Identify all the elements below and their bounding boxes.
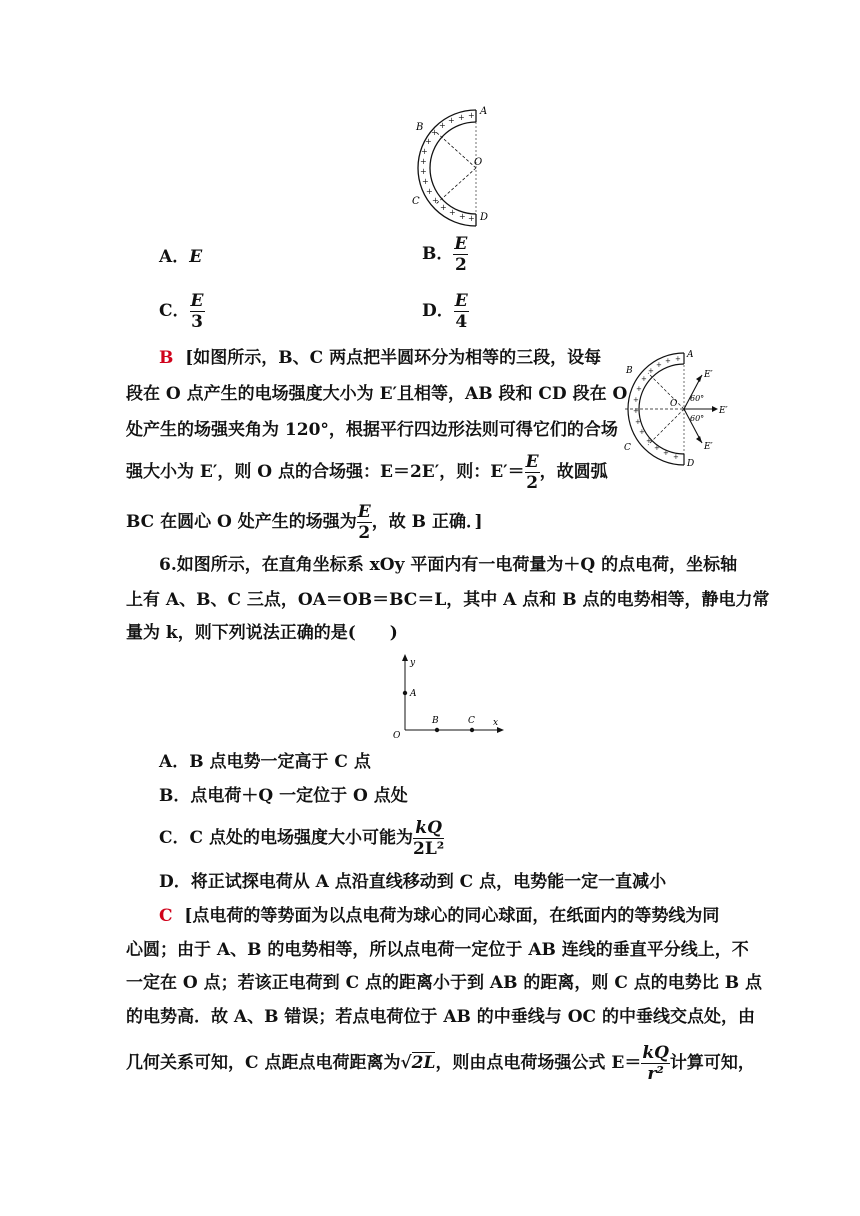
svg-text:+: + <box>656 361 662 369</box>
coordinate-figure <box>388 650 508 742</box>
q6-option-d: D．将正试探电荷从 A 点沿直线移动到 C 点，电势能一定一直减小 <box>159 872 667 892</box>
fig2-label-D: D <box>687 459 695 469</box>
svg-text:+: + <box>440 203 447 212</box>
q6-explanation-line2: 心圆；由于 A、B 的电势相等，所以点电荷一定位于 AB 连线的垂直平分线上，不 <box>126 940 749 960</box>
q6-explanation-line4: 的电势高．故 A、B 错误；若点电荷位于 AB 的中垂线与 OC 的中垂线交点处，由 <box>126 1007 755 1027</box>
svg-text:+: + <box>654 444 660 452</box>
svg-text:+: + <box>636 385 642 393</box>
ring-figure <box>400 100 500 230</box>
svg-text:+: + <box>425 137 432 146</box>
svg-text:+: + <box>665 357 671 365</box>
svg-text:+: + <box>639 428 645 436</box>
fig2-label-A: A <box>687 350 694 360</box>
label-A: A <box>480 106 488 117</box>
svg-text:+: + <box>635 418 641 426</box>
fig2-angle-1: 60° <box>690 394 705 403</box>
ring-field-figure <box>620 345 740 470</box>
label-D: D <box>480 212 489 223</box>
q5-explanation-line2: 段在 O 点产生的电场强度大小为 E′且相等，AB 段和 CD 段在 O <box>126 384 628 404</box>
fig2-angle-2: 60° <box>690 414 705 423</box>
q5-answer: B <box>159 348 174 368</box>
option-c: C． $\frac{E}{3}$ <box>159 291 204 332</box>
fig2-label-C: C <box>624 443 631 453</box>
svg-text:+: + <box>641 375 647 383</box>
q6-option-a: A．B 点电势一定高于 C 点 <box>159 752 371 772</box>
q6-option-c: C．C 点处的电场强度大小可能为 $\frac{kQ}{\text{2L²}}$ <box>159 818 445 859</box>
option-d: D． $\frac{E}{4}$ <box>422 291 468 332</box>
svg-text:+: + <box>468 111 475 120</box>
fig2-label-E3: E′ <box>704 442 713 452</box>
q6-explanation-line3: 一定在 O 点；若该正电荷到 C 点的距离小于到 AB 的距离，则 C 点的电势比 B 点 <box>126 973 762 993</box>
label-C: C <box>412 196 420 207</box>
svg-text:+: + <box>459 212 466 221</box>
q6-explanation-line5: 几何关系可知，C 点距点电荷距离为√2L，则由点电荷场强公式 E＝ $\frac{kQ}{\text{r²}}$ 计算可知， <box>126 1043 755 1084</box>
svg-text:+: + <box>449 208 456 217</box>
svg-text:+: + <box>431 128 438 137</box>
svg-text:+: + <box>420 157 427 166</box>
option-a: A．E <box>159 247 203 267</box>
svg-text:+: + <box>426 187 433 196</box>
axis-x-label: x <box>493 718 499 728</box>
svg-text:+: + <box>633 396 639 404</box>
origin-label: O <box>393 731 401 741</box>
q6-answer: C <box>159 906 173 926</box>
axis-y-label: y <box>410 658 416 668</box>
svg-text:+: + <box>633 407 639 415</box>
point-B-label: B <box>432 716 439 726</box>
svg-text:+: + <box>458 113 465 122</box>
svg-text:+: + <box>432 196 439 205</box>
point-A-label: A <box>410 689 417 699</box>
q6-stem-line3: 量为 k，则下列说法正确的是( ) <box>126 623 398 643</box>
fig2-label-E2: E′ <box>719 406 728 416</box>
q6-stem-line1: 6.如图所示，在直角坐标系 xOy 平面内有一电荷量为＋Q 的点电荷，坐标轴 <box>159 555 738 575</box>
q5-explanation-line5: BC 在圆心 O 处产生的场强为 $\frac{E}{2}$ ，故 B 正确．] <box>126 502 483 543</box>
q5-explanation-line1: B [如图所示，B、C 两点把半圆环分为相等的三段，设每 <box>159 348 602 368</box>
fig2-label-B: B <box>626 366 633 376</box>
svg-text:+: + <box>468 214 475 223</box>
label-B: B <box>416 122 424 133</box>
label-O: O <box>474 157 483 168</box>
q6-explanation-line1: C [点电荷的等势面为以点电荷为球心的同心球面，在纸面内的等势线为同 <box>159 906 720 926</box>
point-C-label: C <box>468 716 475 726</box>
svg-text:+: + <box>675 355 681 363</box>
option-b: B． $\frac{E}{2}$ <box>422 234 468 275</box>
svg-text:+: + <box>422 177 429 186</box>
svg-text:+: + <box>646 437 652 445</box>
svg-text:+: + <box>448 116 455 125</box>
svg-text:+: + <box>648 367 654 375</box>
fig2-label-O: O <box>670 399 678 409</box>
svg-text:+: + <box>420 167 427 176</box>
svg-text:+: + <box>439 121 446 130</box>
q6-stem-line2: 上有 A、B、C 三点，OA＝OB＝BC＝L，其中 A 点和 B 点的电势相等，静电力常 <box>126 590 770 610</box>
svg-text:+: + <box>673 453 679 461</box>
q6-option-b: B．点电荷＋Q 一定位于 O 点处 <box>159 786 408 806</box>
svg-text:+: + <box>421 147 428 156</box>
q5-explanation-line4: 强大小为 E′，则 O 点的合场强：E＝2E′，则：E′＝ $\frac{E}{2}$ ，故圆弧 <box>126 452 608 493</box>
q5-explanation-line3: 处产生的场强夹角为 120°，根据平行四边形法则可得它们的合场 <box>126 420 618 440</box>
svg-text:+: + <box>663 449 669 457</box>
fig2-label-E1: E′ <box>704 370 713 380</box>
